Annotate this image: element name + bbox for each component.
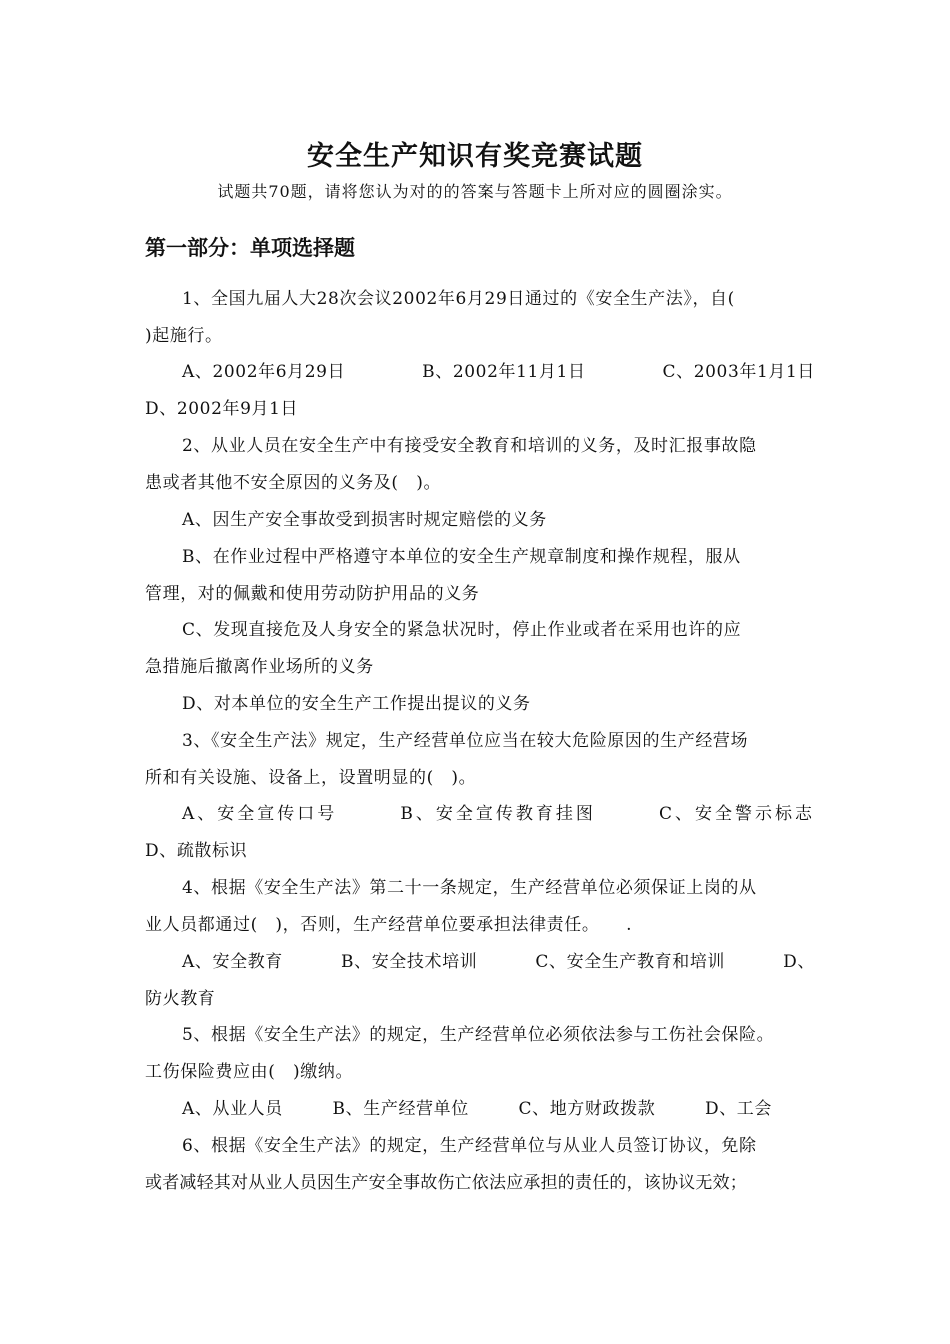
question-2-line-2: 患或者其他不安全原因的义务及( )。 xyxy=(145,473,442,493)
question-4-option-d-text: 防火教育 xyxy=(145,989,216,1009)
question-4-option-a: A、安全教育 xyxy=(182,952,283,972)
question-3-option-b: B、安全宣传教育挂图 xyxy=(400,804,596,824)
question-2-option-c-line-1: C、发现直接危及人身安全的紧急状况时，停止作业或者在采用也许的应 xyxy=(182,620,742,640)
question-2-option-b-line-2: 管理，对的佩戴和使用劳动防护用品的义务 xyxy=(145,584,480,604)
question-3-line-1: 3、《安全生产法》规定，生产经营单位应当在较大危险原因的生产经营场 xyxy=(182,731,749,751)
question-2-line-1: 2、从业人员在安全生产中有接受安全教育和培训的义务，及时汇报事故隐 xyxy=(182,436,757,456)
question-1-line-1: 1、全国九届人大28次会议2002年6月29日通过的《安全生产法》，自( xyxy=(182,289,735,309)
question-4-option-d-label: D、 xyxy=(783,952,815,972)
question-1-option-d: D、2002年9月1日 xyxy=(145,399,299,419)
question-2-option-c-line-2: 急措施后撤离作业场所的义务 xyxy=(145,657,374,677)
question-2-option-d: D、对本单位的安全生产工作提出提议的义务 xyxy=(182,694,531,714)
question-4-line-2: 业人员都通过( )，否则，生产经营单位要承担法律责任。 . xyxy=(145,915,633,935)
question-1-option-b: B、2002年11月1日 xyxy=(422,362,586,382)
question-3-option-c: C、安全警示标志 xyxy=(658,804,815,824)
question-3-option-a: A、安全宣传口号 xyxy=(182,804,338,824)
question-4-option-b: B、安全技术培训 xyxy=(341,952,478,972)
question-5-option-b: B、生产经营单位 xyxy=(332,1099,469,1119)
question-1-option-c: C、2003年1月1日 xyxy=(662,362,815,382)
question-4-option-c: C、安全生产教育和培训 xyxy=(535,952,726,972)
question-5-line-2: 工伤保险费应由( )缴纳。 xyxy=(145,1062,354,1082)
document-subtitle: 试题共70题，请将您认为对的的答案与答题卡上所对应的圆圈涂实。 xyxy=(217,182,733,201)
question-6-line-2: 或者减轻其对从业人员因生产安全事故伤亡依法应承担的责任的，该协议无效； xyxy=(145,1173,747,1193)
question-5-options xyxy=(182,1097,772,1121)
question-3-line-2: 所和有关设施、设备上，设置明显的( )。 xyxy=(145,768,477,788)
question-5-option-c: C、地方财政拨款 xyxy=(518,1099,656,1119)
section-heading: 第一部分：单项选择题 xyxy=(145,236,355,260)
question-5-line-1: 5、根据《安全生产法》的规定，生产经营单位必须依法参与工伤社会保险。 xyxy=(182,1025,775,1045)
question-4-line-1: 4、根据《安全生产法》第二十一条规定，生产经营单位必须保证上岗的从 xyxy=(182,878,757,898)
question-4-options xyxy=(182,950,815,974)
document-title: 安全生产知识有奖竞赛试题 xyxy=(307,141,643,172)
question-5-option-a: A、从业人员 xyxy=(182,1099,283,1119)
question-6-line-1: 6、根据《安全生产法》的规定，生产经营单位与从业人员签订协议，免除 xyxy=(182,1136,757,1156)
question-2-option-b-line-1: B、在作业过程中严格遵守本单位的安全生产规章制度和操作规程，服从 xyxy=(182,547,741,567)
question-5-option-d: D、工会 xyxy=(704,1099,772,1119)
question-2-option-a: A、因生产安全事故受到损害时规定赔偿的义务 xyxy=(182,510,547,530)
question-3-options xyxy=(182,802,815,826)
question-1-option-a: A、2002年6月29日 xyxy=(182,362,346,382)
question-3-option-d: D、疏散标识 xyxy=(145,841,248,861)
question-1-line-2: )起施行。 xyxy=(145,326,223,346)
question-1-options xyxy=(182,360,815,384)
